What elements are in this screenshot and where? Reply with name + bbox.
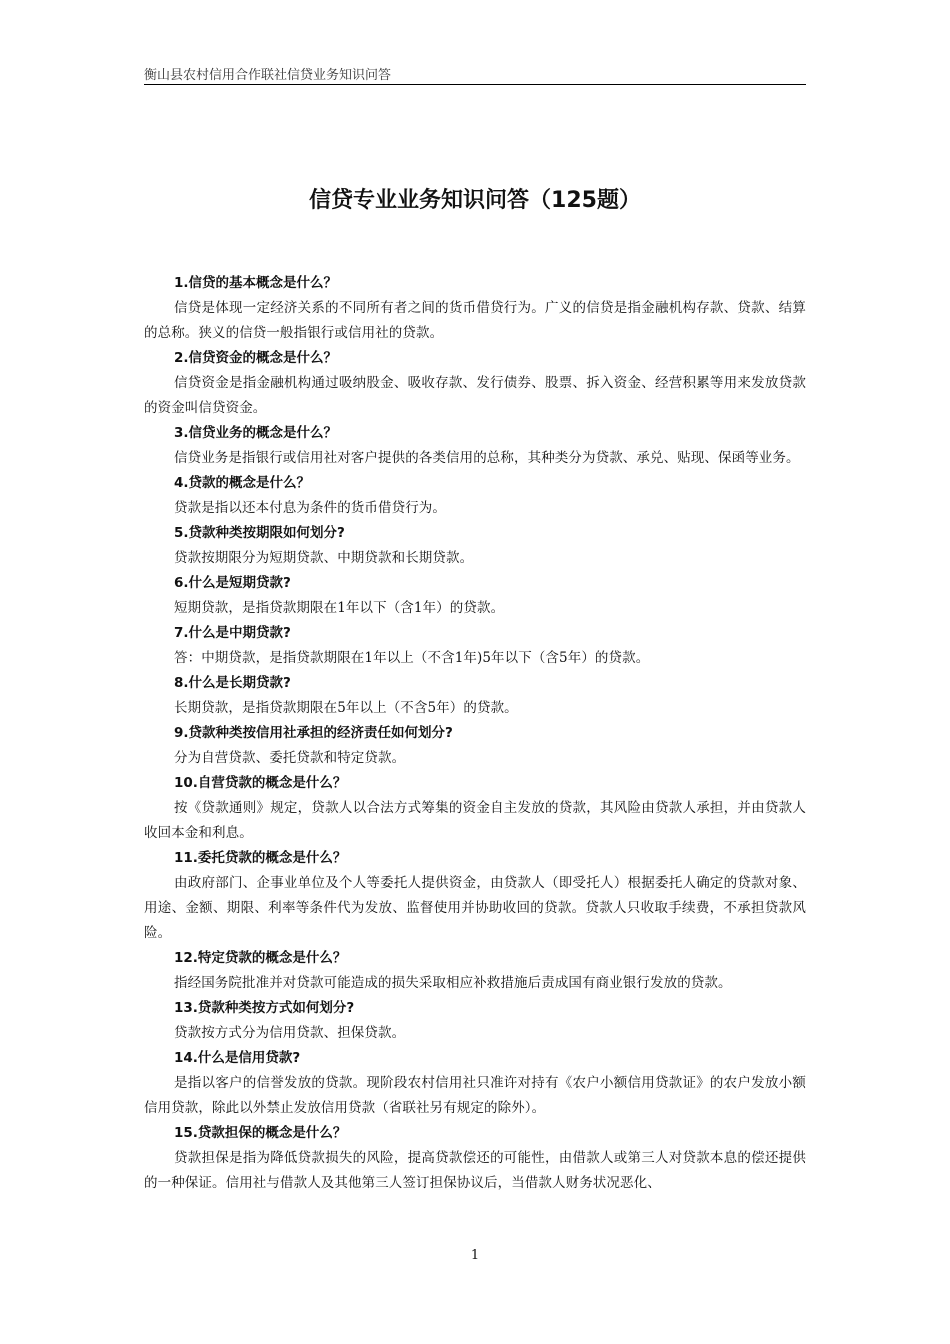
header-text: 衡山县农村信用合作联社信贷业务知识问答 [144, 68, 392, 83]
question-heading: 2.信贷资金的概念是什么？ [174, 350, 338, 366]
qa-item [144, 571, 806, 621]
qa-item [144, 521, 806, 571]
qa-item [144, 271, 806, 346]
qa-item [144, 1046, 806, 1121]
qa-item [144, 621, 806, 671]
qa-item [144, 1121, 806, 1196]
qa-item [144, 946, 806, 996]
question-heading: 13.贷款种类按方式如何划分? [174, 1000, 355, 1016]
qa-item [144, 996, 806, 1046]
question-heading: 12.特定贷款的概念是什么？ [174, 950, 347, 966]
answer-text: 短期贷款，是指贷款期限在1年以下（含1年）的贷款。 [174, 600, 505, 616]
qa-item [144, 346, 806, 421]
answer-text: 由政府部门、企事业单位及个人等委托人提供资金，由贷款人（即受托人）根据委托人确定的贷款对象、用途、金额、期限、利率等条件代为发放、监督使用并协助收回的贷款。贷款人只收取手续费，不承担贷款风险。 [144, 875, 806, 941]
qa-item [144, 421, 806, 471]
answer-text: 指经国务院批准并对贷款可能造成的损失采取相应补救措施后责成国有商业银行发放的贷款。 [174, 975, 732, 991]
question-heading: 8.什么是长期贷款? [174, 675, 291, 691]
page-header [144, 64, 806, 85]
question-heading: 15.贷款担保的概念是什么？ [174, 1125, 347, 1141]
answer-text: 分为自营贷款、委托贷款和特定贷款。 [174, 750, 406, 766]
answer-text: 答：中期贷款，是指贷款期限在1年以上（不含1年)5年以下（含5年）的贷款。 [174, 650, 650, 666]
question-heading: 3.信贷业务的概念是什么？ [174, 425, 338, 441]
answer-text: 贷款按方式分为信用贷款、担保贷款。 [174, 1025, 406, 1041]
question-heading: 6.什么是短期贷款? [174, 575, 291, 591]
answer-text: 贷款担保是指为降低贷款损失的风险，提高贷款偿还的可能性，由借款人或第三人对贷款本息的偿还提供的一种保证。信用社与借款人及其他第三人签订担保协议后，当借款人财务状况恶化、 [144, 1150, 806, 1191]
qa-item [144, 771, 806, 846]
question-heading: 10.自营贷款的概念是什么？ [174, 775, 347, 791]
question-heading: 1.信贷的基本概念是什么？ [174, 275, 338, 291]
question-heading: 14.什么是信用贷款? [174, 1050, 301, 1066]
answer-text: 信贷是体现一定经济关系的不同所有者之间的货币借贷行为。广义的信贷是指金融机构存款、贷款、结算的总称。狭义的信贷一般指银行或信用社的贷款。 [144, 300, 806, 341]
page-number: 1 [470, 1248, 480, 1263]
answer-text: 信贷资金是指金融机构通过吸纳股金、吸收存款、发行债券、股票、拆入资金、经营积累等用来发放贷款的资金叫信贷资金。 [144, 375, 806, 416]
answer-text: 是指以客户的信誉发放的贷款。现阶段农村信用社只准许对持有《农户小额信用贷款证》的农户发放小额信用贷款，除此以外禁止发放信用贷款（省联社另有规定的除外）。 [144, 1075, 806, 1116]
question-heading: 7.什么是中期贷款? [174, 625, 291, 641]
qa-item [144, 471, 806, 521]
answer-text: 贷款是指以还本付息为条件的货币借贷行为。 [174, 500, 446, 516]
question-heading: 5.贷款种类按期限如何划分? [174, 525, 345, 541]
answer-text: 按《贷款通则》规定，贷款人以合法方式筹集的资金自主发放的贷款，其风险由贷款人承担，并由贷款人收回本金和利息。 [144, 800, 806, 841]
question-heading: 9.贷款种类按信用社承担的经济责任如何划分? [174, 725, 453, 741]
qa-item [144, 721, 806, 771]
answer-text: 贷款按期限分为短期贷款、中期贷款和长期贷款。 [174, 550, 474, 566]
answer-text: 长期贷款，是指贷款期限在5年以上（不含5年）的贷款。 [174, 700, 518, 716]
question-heading: 11.委托贷款的概念是什么？ [174, 850, 347, 866]
qa-item [144, 846, 806, 946]
question-heading: 4.贷款的概念是什么？ [174, 475, 311, 491]
qa-item [144, 671, 806, 721]
answer-text: 信贷业务是指银行或信用社对客户提供的各类信用的总称，其种类分为贷款、承兑、贴现、保函等业务。 [174, 450, 800, 466]
document-title: 信贷专业业务知识问答（125题） [309, 188, 641, 213]
qa-list [144, 271, 806, 1196]
